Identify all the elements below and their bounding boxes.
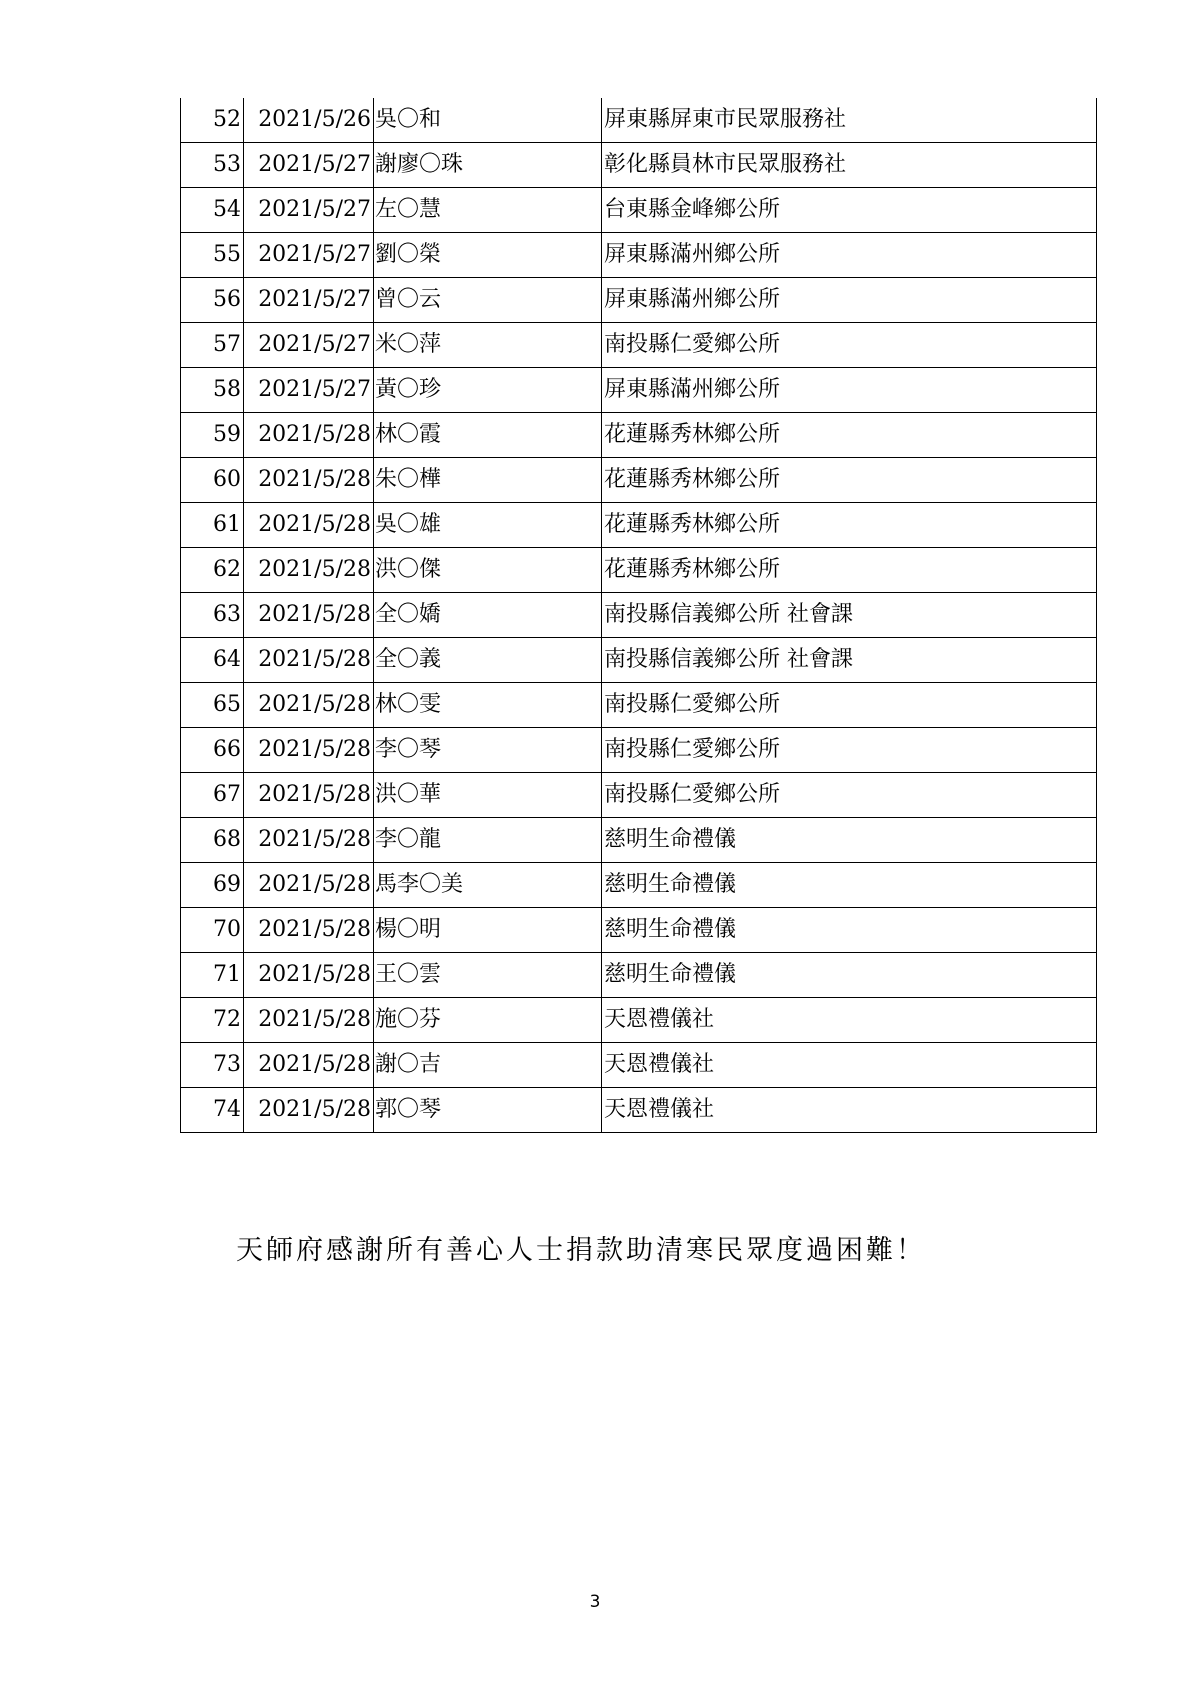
- table-row: [181, 98, 1097, 143]
- table-row: [181, 278, 1097, 323]
- table-row: [181, 728, 1097, 773]
- donation-date: 2021/5/28: [244, 908, 374, 953]
- organization: 屏東縣滿州鄉公所: [602, 233, 1097, 278]
- donation-date: 2021/5/28: [244, 1043, 374, 1088]
- table-row: [181, 998, 1097, 1043]
- table-row: [181, 863, 1097, 908]
- row-number: 74: [181, 1088, 244, 1133]
- organization: 屏東縣滿州鄉公所: [602, 368, 1097, 413]
- row-number: 64: [181, 638, 244, 683]
- organization: 慈明生命禮儀: [602, 908, 1097, 953]
- donor-name: 朱〇樺: [374, 458, 602, 503]
- donor-name: 楊〇明: [374, 908, 602, 953]
- donation-date: 2021/5/27: [244, 278, 374, 323]
- donor-name: 謝廖〇珠: [374, 143, 602, 188]
- donation-date: 2021/5/27: [244, 188, 374, 233]
- table-row: [181, 548, 1097, 593]
- donor-name: 郭〇琴: [374, 1088, 602, 1133]
- table-row: [181, 1043, 1097, 1088]
- donation-date: 2021/5/28: [244, 548, 374, 593]
- donor-name: 王〇雲: [374, 953, 602, 998]
- donation-date: 2021/5/28: [244, 638, 374, 683]
- table-row: [181, 908, 1097, 953]
- donation-date: 2021/5/28: [244, 1088, 374, 1133]
- donor-name: 吳〇雄: [374, 503, 602, 548]
- organization: 慈明生命禮儀: [602, 818, 1097, 863]
- donation-table-body: [181, 98, 1097, 1133]
- organization: 屏東縣滿州鄉公所: [602, 278, 1097, 323]
- organization: 彰化縣員林市民眾服務社: [602, 143, 1097, 188]
- table-row: [181, 953, 1097, 998]
- donor-name: 吳〇和: [374, 98, 602, 143]
- organization: 南投縣信義鄉公所 社會課: [602, 593, 1097, 638]
- row-number: 54: [181, 188, 244, 233]
- donation-date: 2021/5/28: [244, 818, 374, 863]
- organization: 南投縣仁愛鄉公所: [602, 728, 1097, 773]
- table-row: [181, 413, 1097, 458]
- donor-name: 洪〇華: [374, 773, 602, 818]
- row-number: 68: [181, 818, 244, 863]
- row-number: 56: [181, 278, 244, 323]
- table-row: [181, 818, 1097, 863]
- table-row: [181, 458, 1097, 503]
- row-number: 73: [181, 1043, 244, 1088]
- organization: 花蓮縣秀林鄉公所: [602, 413, 1097, 458]
- table-row: [181, 683, 1097, 728]
- organization: 南投縣仁愛鄉公所: [602, 323, 1097, 368]
- donor-name: 劉〇榮: [374, 233, 602, 278]
- row-number: 61: [181, 503, 244, 548]
- donation-date: 2021/5/28: [244, 458, 374, 503]
- row-number: 58: [181, 368, 244, 413]
- donor-name: 洪〇傑: [374, 548, 602, 593]
- table-row: [181, 368, 1097, 413]
- donation-date: 2021/5/28: [244, 863, 374, 908]
- donation-date: 2021/5/28: [244, 683, 374, 728]
- organization: 南投縣仁愛鄉公所: [602, 773, 1097, 818]
- organization: 南投縣信義鄉公所 社會課: [602, 638, 1097, 683]
- donor-name: 米〇萍: [374, 323, 602, 368]
- row-number: 57: [181, 323, 244, 368]
- organization: 花蓮縣秀林鄉公所: [602, 548, 1097, 593]
- organization: 南投縣仁愛鄉公所: [602, 683, 1097, 728]
- row-number: 53: [181, 143, 244, 188]
- donor-name: 曾〇云: [374, 278, 602, 323]
- organization: 天恩禮儀社: [602, 998, 1097, 1043]
- row-number: 59: [181, 413, 244, 458]
- donation-date: 2021/5/26: [244, 98, 374, 143]
- donation-date: 2021/5/28: [244, 593, 374, 638]
- row-number: 65: [181, 683, 244, 728]
- donor-name: 馬李〇美: [374, 863, 602, 908]
- row-number: 67: [181, 773, 244, 818]
- row-number: 60: [181, 458, 244, 503]
- organization: 天恩禮儀社: [602, 1043, 1097, 1088]
- donor-name: 李〇龍: [374, 818, 602, 863]
- organization: 花蓮縣秀林鄉公所: [602, 503, 1097, 548]
- donation-table: [180, 98, 1097, 1133]
- donation-date: 2021/5/27: [244, 368, 374, 413]
- donation-date: 2021/5/28: [244, 728, 374, 773]
- organization: 慈明生命禮儀: [602, 863, 1097, 908]
- donation-date: 2021/5/27: [244, 233, 374, 278]
- donor-name: 林〇雯: [374, 683, 602, 728]
- row-number: 71: [181, 953, 244, 998]
- table-row: [181, 188, 1097, 233]
- organization: 花蓮縣秀林鄉公所: [602, 458, 1097, 503]
- table-row: [181, 1088, 1097, 1133]
- page-number: 3: [589, 1592, 601, 1612]
- thanks-message: 天師府感謝所有善心人士捐款助清寒民眾度過困難！: [236, 1235, 926, 1266]
- donor-name: 黃〇珍: [374, 368, 602, 413]
- donor-name: 林〇霞: [374, 413, 602, 458]
- donation-date: 2021/5/28: [244, 503, 374, 548]
- donation-date: 2021/5/27: [244, 323, 374, 368]
- donor-name: 左〇慧: [374, 188, 602, 233]
- table-row: [181, 638, 1097, 683]
- donation-date: 2021/5/28: [244, 773, 374, 818]
- row-number: 70: [181, 908, 244, 953]
- row-number: 69: [181, 863, 244, 908]
- donor-name: 謝〇吉: [374, 1043, 602, 1088]
- table-row: [181, 773, 1097, 818]
- table-row: [181, 233, 1097, 278]
- donor-name: 李〇琴: [374, 728, 602, 773]
- donor-name: 全〇嬌: [374, 593, 602, 638]
- organization: 台東縣金峰鄉公所: [602, 188, 1097, 233]
- table-row: [181, 503, 1097, 548]
- row-number: 55: [181, 233, 244, 278]
- row-number: 52: [181, 98, 244, 143]
- donation-date: 2021/5/28: [244, 413, 374, 458]
- row-number: 63: [181, 593, 244, 638]
- donation-date: 2021/5/27: [244, 143, 374, 188]
- organization: 慈明生命禮儀: [602, 953, 1097, 998]
- organization: 屏東縣屏東市民眾服務社: [602, 98, 1097, 143]
- row-number: 62: [181, 548, 244, 593]
- donation-date: 2021/5/28: [244, 953, 374, 998]
- donor-name: 全〇義: [374, 638, 602, 683]
- row-number: 72: [181, 998, 244, 1043]
- organization: 天恩禮儀社: [602, 1088, 1097, 1133]
- donor-name: 施〇芬: [374, 998, 602, 1043]
- row-number: 66: [181, 728, 244, 773]
- table-row: [181, 593, 1097, 638]
- table-row: [181, 143, 1097, 188]
- donation-date: 2021/5/28: [244, 998, 374, 1043]
- table-row: [181, 323, 1097, 368]
